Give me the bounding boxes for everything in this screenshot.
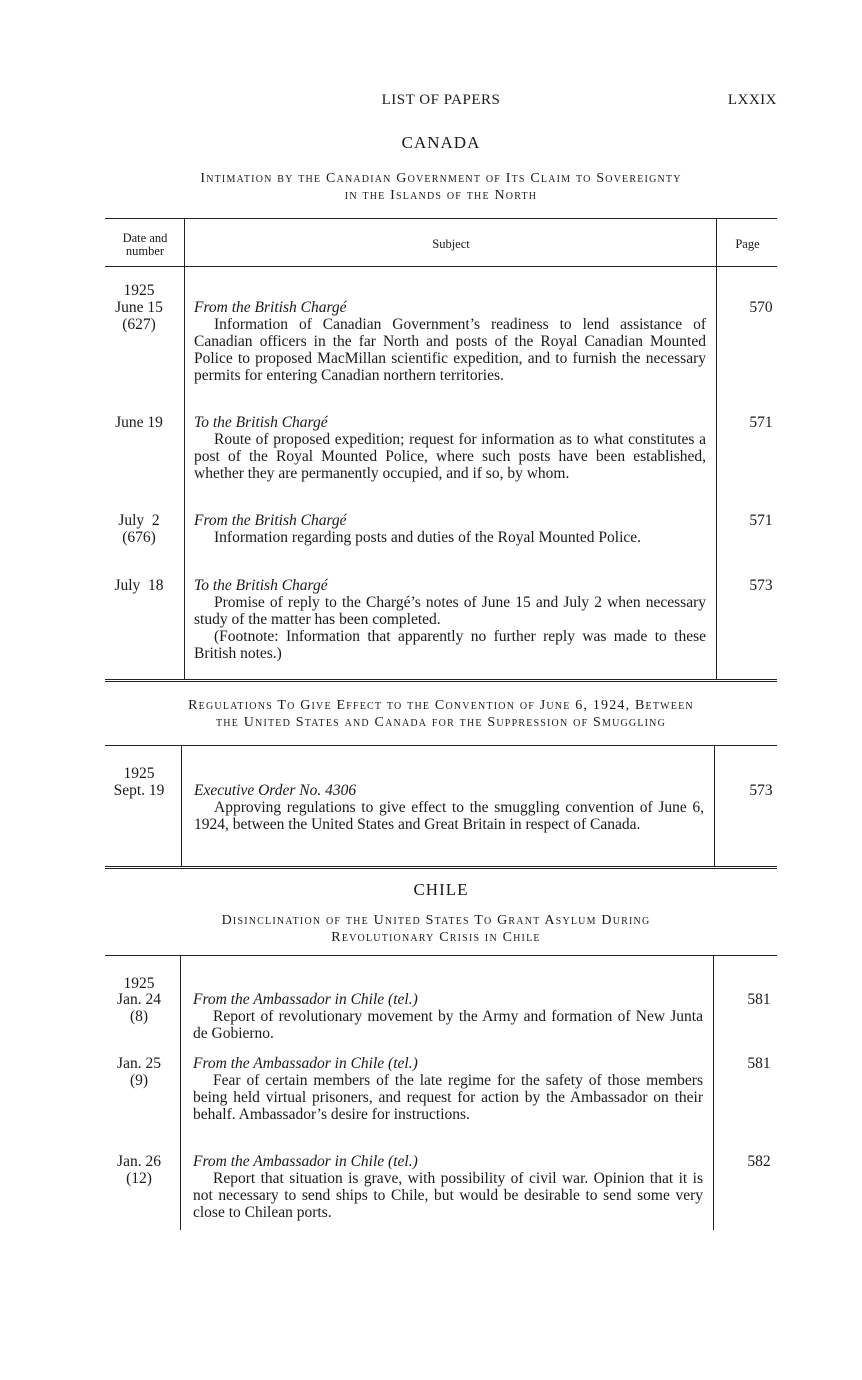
date-text: Jan. 24 [117,991,161,1008]
column-header-subject: Subject [432,237,470,251]
column-divider [716,218,717,680]
date-text: June 15 [115,299,163,316]
section-heading-line: Regulations To Give Effect to the Convention of June 6, 1924, Between [188,698,694,713]
date-text: July 18 [114,577,164,594]
entry-page: 581 [747,991,771,1008]
entry-heading: To the British Chargé [194,414,328,431]
entry-subject [193,1153,703,1221]
section-heading-sovereignty [105,170,777,204]
section-heading-smuggling [105,697,777,731]
date-text: Jan. 26 [117,1153,161,1170]
entry-page: 573 [749,782,773,799]
entry-page: 573 [749,577,773,594]
page-number: LXXIX [727,92,777,108]
country-heading-chile: CHILE [413,880,469,899]
country-heading-canada: CANADA [401,133,481,152]
entry-subject [193,991,703,1042]
entry-heading: From the British Chargé [194,299,347,316]
document-number: (12) [126,1170,152,1187]
entry-text: Report that situation is grave, with possibility of civil war. Opinion that it is not necessary to send ships to Chile, but would be desirable to send some very close to Chilean ports. [193,1170,703,1221]
table-top-rule [105,218,777,219]
column-divider [180,955,181,1230]
entry-subject [194,782,704,833]
entry-subject [193,1055,703,1123]
document-number: (627) [122,316,156,333]
entry-page: 571 [749,414,773,431]
column-divider [714,745,715,866]
entry-heading: From the Ambassador in Chile (tel.) [193,991,418,1008]
table-bottom-rule [105,866,777,869]
table-top-rule [105,955,777,956]
document-number: (676) [122,529,156,546]
section-heading-line: in the Islands of the North [344,188,538,203]
column-header-page: Page [735,237,760,251]
section-heading-line: Revolutionary Crisis in Chile [331,930,541,945]
entry-text: Approving regulations to give effect to the smuggling convention of June 6, 1924, between the United States and Great Britain in respect of Canada. [194,799,704,833]
document-number: (8) [129,1008,149,1025]
table-top-rule [105,745,777,746]
date-text: June 19 [115,414,163,431]
date-text: Jan. 25 [117,1055,161,1072]
entry-heading: From the British Chargé [194,512,347,529]
entry-page: 581 [747,1055,771,1072]
section-heading-line: Intimation by the Canadian Government of Its Claim to Sovereignty [200,171,682,186]
year-label: 1925 [123,975,155,992]
section-heading-line: the United States and Canada for the Suppression of Smuggling [215,715,667,730]
section-heading-asylum [95,912,777,946]
entry-text: Information regarding posts and duties of the Royal Mounted Police. [214,529,642,546]
year-label: 1925 [123,282,155,299]
year-label: 1925 [123,765,155,782]
column-divider [184,218,185,680]
entry-heading: From the Ambassador in Chile (tel.) [193,1153,418,1170]
entry-subject [194,577,706,662]
entry-page: 570 [749,299,773,316]
entry-date [100,991,178,1025]
entry-date [100,782,178,799]
entry-date [100,512,178,546]
entry-heading: To the British Chargé [194,577,328,594]
entry-date [100,1153,178,1187]
entry-subject [194,512,706,546]
section-heading-line: Disinclination of the United States To Grant Asylum During [221,913,651,928]
entry-text: Promise of reply to the Chargé’s notes of June 15 and July 2 when necessary study of the matter has been completed. [194,594,706,628]
entry-heading: From the Ambassador in Chile (tel.) [193,1055,418,1072]
entry-date [100,577,178,594]
document-number: (9) [129,1072,149,1089]
running-head [105,92,777,112]
column-divider [713,955,714,1230]
date-text: July 2 [118,512,160,529]
entry-subject [194,299,706,384]
date-text: Sept. 19 [113,782,165,799]
entry-text: Information of Canadian Government’s readiness to lend assistance of Canadian officers in the far North and posts of the Royal Canadian Mounted Police to proposed MacMillan scientific expedition, and to furnish the necessary permits for entering Canadian northern territories. [194,316,706,384]
entry-page: 571 [749,512,773,529]
entry-subject [194,414,706,482]
running-head-title: LIST OF PAPERS [381,92,501,108]
entry-text: Fear of certain members of the late regime for the safety of those members being held virtual prisoners, and request for action by the Ambassador on their behalf. Ambassador’s desire for instructions. [193,1072,703,1123]
column-header-date: Date and number [122,231,168,258]
entry-heading: Executive Order No. 4306 [194,782,357,799]
table-bottom-rule [105,679,777,682]
entry-page: 582 [747,1153,771,1170]
entry-date [100,299,178,333]
entry-footnote: (Footnote: Information that apparently no further reply was made to these British notes.) [194,628,706,662]
entry-text: Route of proposed expedition; request for information as to what constitutes a post of the Royal Mounted Police, where such posts have been established, whether they are permanently occupied, and if so, by whom. [194,431,706,482]
table-header-rule [105,266,777,267]
entry-date [100,414,178,431]
entry-text: Report of revolutionary movement by the Army and formation of New Junta de Gobierno. [193,1008,703,1042]
column-divider [181,745,182,866]
entry-date [100,1055,178,1089]
